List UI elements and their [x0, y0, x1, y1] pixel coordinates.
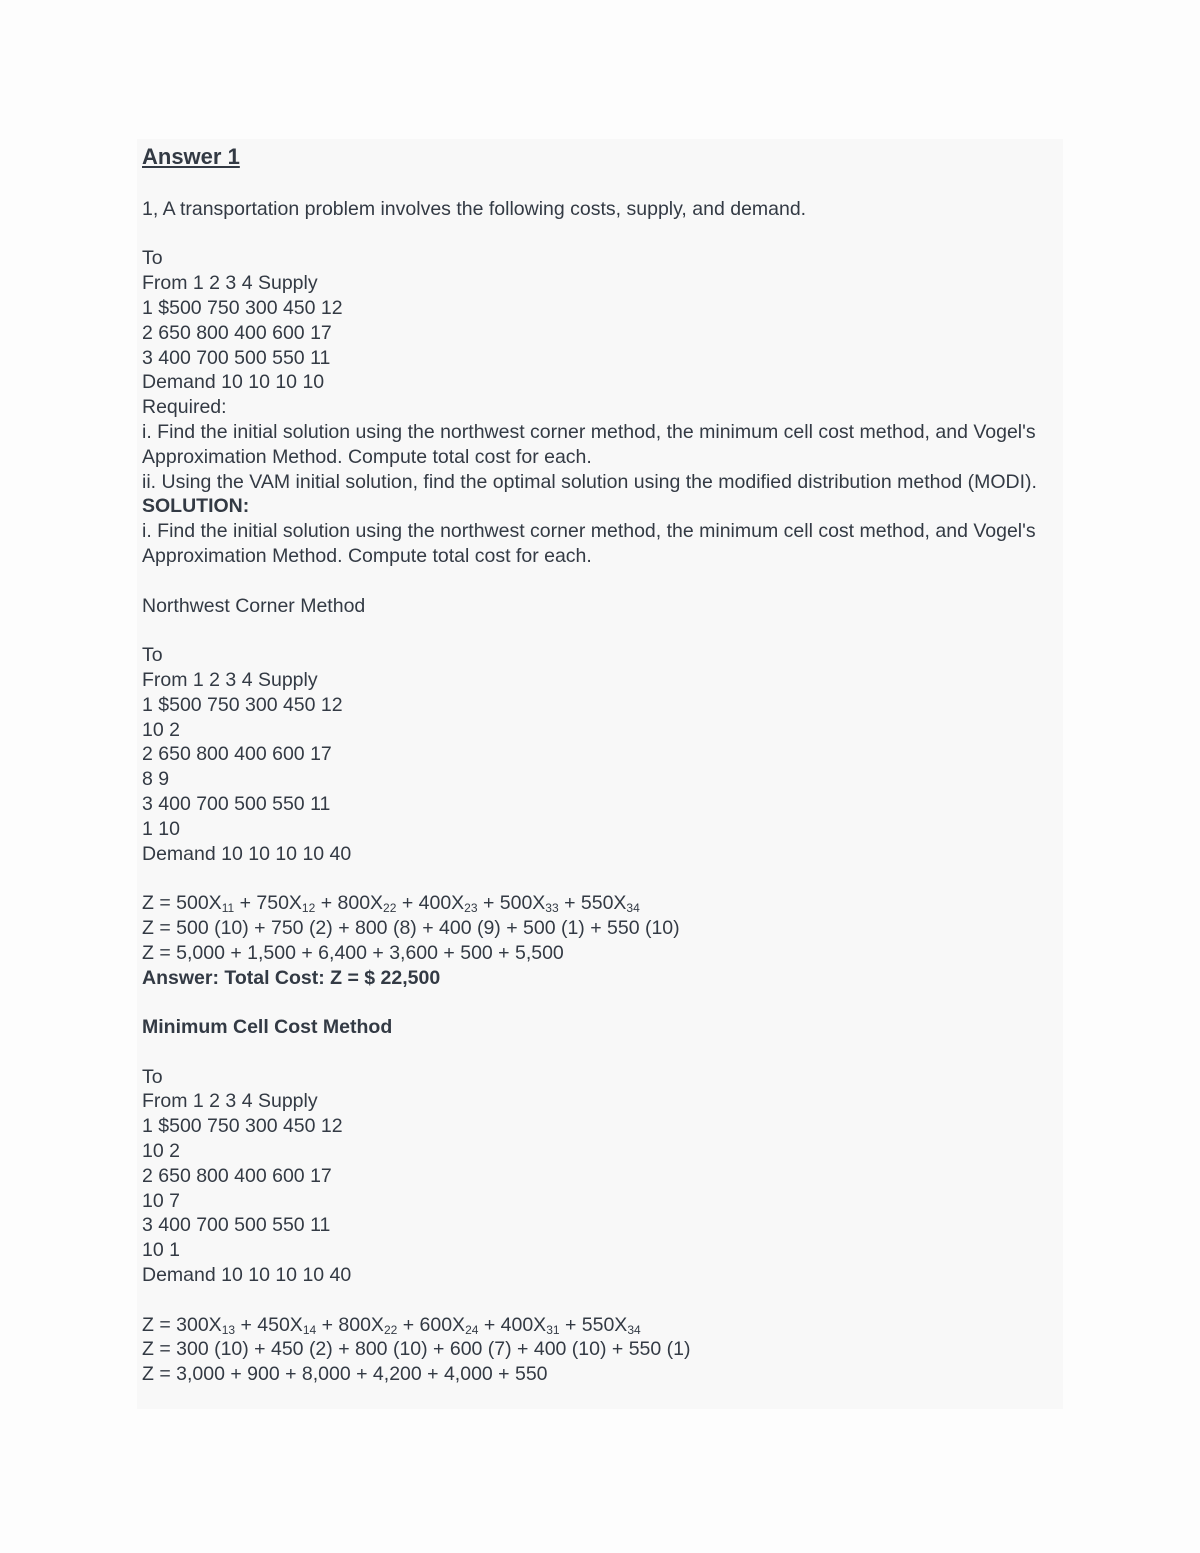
- intro-text: 1, A transportation problem involves the following costs, supply, and demand.: [142, 197, 807, 220]
- problem-table-row: 2 650 800 400 600 17: [142, 321, 332, 344]
- document-content: [142, 139, 1060, 1387]
- spacer: [142, 172, 1060, 197]
- mc-sum-equation: Z = 3,000 + 900 + 8,000 + 4,200 + 4,000 + 550: [142, 1363, 548, 1386]
- problem-demand-row: Demand 10 10 10 10: [142, 371, 325, 394]
- nw-table-header: From 1 2 3 4 Supply: [142, 668, 318, 691]
- spacer: [142, 990, 1060, 1015]
- spacer: [142, 222, 1060, 247]
- answer-title: Answer 1: [142, 144, 240, 169]
- nw-table-line: Demand 10 10 10 10 40: [142, 842, 352, 865]
- nw-table-line: 3 400 700 500 550 11: [142, 792, 331, 815]
- nw-table-line: 10 2: [142, 718, 180, 741]
- mc-table-line: Demand 10 10 10 10 40: [142, 1264, 352, 1287]
- problem-to-label: To: [142, 247, 163, 270]
- nw-sum-equation: Z = 5,000 + 1,500 + 6,400 + 3,600 + 500 + 5,500: [142, 941, 564, 964]
- solution-label: SOLUTION:: [142, 495, 250, 518]
- mc-table-line: 1 $500 750 300 450 12: [142, 1115, 343, 1138]
- required-item-ii: ii. Using the VAM initial solution, find the optimal solution using the modified distribution method (MODI).: [142, 470, 1037, 493]
- problem-table-header: From 1 2 3 4 Supply: [142, 272, 318, 295]
- spacer: [142, 569, 1060, 594]
- mc-objective-equation: $Z = 300X_{13} + 450X_{14} + 800X_{22} + 600X_{24} + 400X_{31} + 550X_{34}$: [142, 1313, 641, 1337]
- nw-heading: Northwest Corner Method: [142, 594, 366, 617]
- nw-table-line: 1 10: [142, 817, 180, 840]
- mc-table-line: 10 2: [142, 1140, 180, 1163]
- mc-heading: Minimum Cell Cost Method: [142, 1016, 393, 1039]
- mc-table-line: 3 400 700 500 550 11: [142, 1214, 331, 1237]
- solution-item-i: i. Find the initial solution using the northwest corner method, the minimum cell cost method, and Vogel's Approximation Method. Compute total cost for each.: [142, 520, 1036, 567]
- mc-table-header: From 1 2 3 4 Supply: [142, 1090, 318, 1113]
- problem-table-row: 1 $500 750 300 450 12: [142, 296, 343, 319]
- nw-answer: Answer: Total Cost: Z = $ 22,500: [142, 966, 441, 989]
- mc-to-label: To: [142, 1065, 163, 1088]
- mc-substitution-equation: Z = 300 (10) + 450 (2) + 800 (10) + 600 (7) + 400 (10) + 550 (1): [142, 1338, 691, 1361]
- nw-table-line: 2 650 800 400 600 17: [142, 743, 332, 766]
- spacer: [142, 1040, 1060, 1065]
- nw-to-label: To: [142, 644, 163, 667]
- nw-table-line: 8 9: [142, 768, 170, 791]
- document-page: [137, 139, 1063, 1409]
- problem-table-row: 3 400 700 500 550 11: [142, 346, 331, 369]
- mc-table-line: 10 7: [142, 1189, 180, 1212]
- required-item-i: i. Find the initial solution using the northwest corner method, the minimum cell cost method, and Vogel's Approximation Method. Compute total cost for each.: [142, 420, 1036, 468]
- required-label: Required:: [142, 396, 227, 419]
- spacer: [142, 1288, 1060, 1313]
- nw-substitution-equation: Z = 500 (10) + 750 (2) + 800 (8) + 400 (9) + 500 (1) + 550 (10): [142, 916, 680, 939]
- nw-table-line: 1 $500 750 300 450 12: [142, 693, 343, 716]
- spacer: [142, 618, 1060, 643]
- mc-table-line: 10 1: [142, 1239, 180, 1262]
- spacer: [142, 866, 1060, 891]
- nw-objective-equation: $Z = 500X_{11} + 750X_{12} + 800X_{22} + 400X_{23} + 500X_{33} + 550X_{34}$: [142, 892, 640, 916]
- mc-table-line: 2 650 800 400 600 17: [142, 1164, 332, 1187]
